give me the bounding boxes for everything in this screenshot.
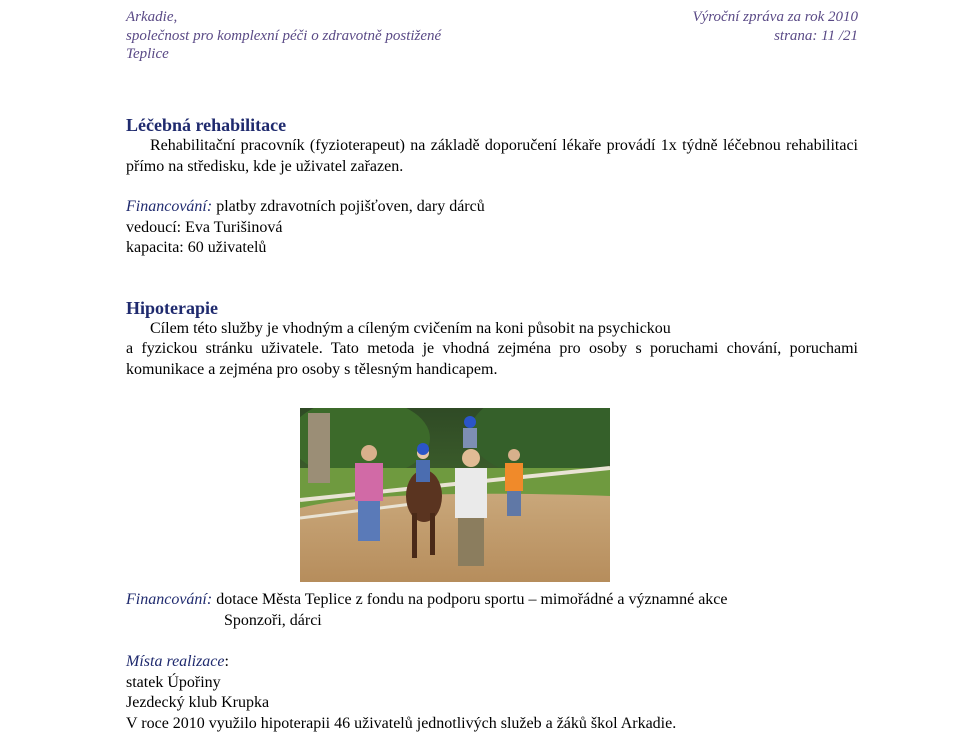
hippo-heading: Hipoterapie [126, 297, 218, 318]
hippo-financing-value: dotace Města Teplice z fondu na podporu sportu – mimořádné a významné akce [212, 591, 728, 608]
places-label: Místa realizace [126, 653, 225, 670]
rehab-paragraph: Rehabilitační pracovník (fyzioterapeut) na základě doporučení lékaře provádí 1x týdně léčebnou rehabilitaci přímo na středisku, kde je uživatel zařazen. [126, 137, 858, 175]
report-title: Výroční zpráva za rok 2010 [692, 9, 858, 25]
hippo-financing-label: Financování: [126, 591, 213, 608]
rehab-financing-label: Financování: [126, 198, 213, 215]
org-name: Arkadie, [126, 9, 178, 25]
hippo-paragraph-rest: a fyzickou stránku uživatele. Tato metoda je vhodná zejména pro osoby s poruchami chování, poruchami komunikace a zejména pro osoby s tělesným handicapem. [126, 340, 858, 378]
page-number: strana: 11 /21 [774, 27, 858, 44]
rehab-manager: vedoucí: Eva Turišinová [126, 218, 283, 236]
places-colon: : [224, 653, 229, 670]
page-header [126, 8, 858, 64]
rehab-financing-value: platby zdravotních pojišťoven, dary dárců [212, 198, 485, 215]
hippo-financing [126, 590, 728, 631]
org-city: Teplice [126, 46, 169, 62]
hippotherapy-photo [300, 408, 610, 582]
rehab-heading: Léčebná rehabilitace [126, 115, 287, 135]
rehab-capacity: kapacita: 60 uživatelů [126, 239, 267, 256]
hippo-financing-value2: Sponzoři, dárci [224, 611, 322, 629]
hippo-places [126, 652, 676, 734]
hippo-summary: V roce 2010 využilo hipoterapii 46 uživatelů jednotlivých služeb a žáků škol Arkadie. [126, 714, 677, 732]
hippo-paragraph-line1: Cílem této služby je vhodným a cíleným cvičením na koni působit na psychickou [150, 319, 671, 337]
org-description: společnost pro komplexní péči o zdravotně postižené [126, 27, 442, 44]
rehab-financing [126, 197, 858, 218]
place-1: statek Úpořiny [126, 673, 221, 691]
rehab-section [126, 114, 858, 380]
place-2: Jezdecký klub Krupka [126, 694, 270, 711]
